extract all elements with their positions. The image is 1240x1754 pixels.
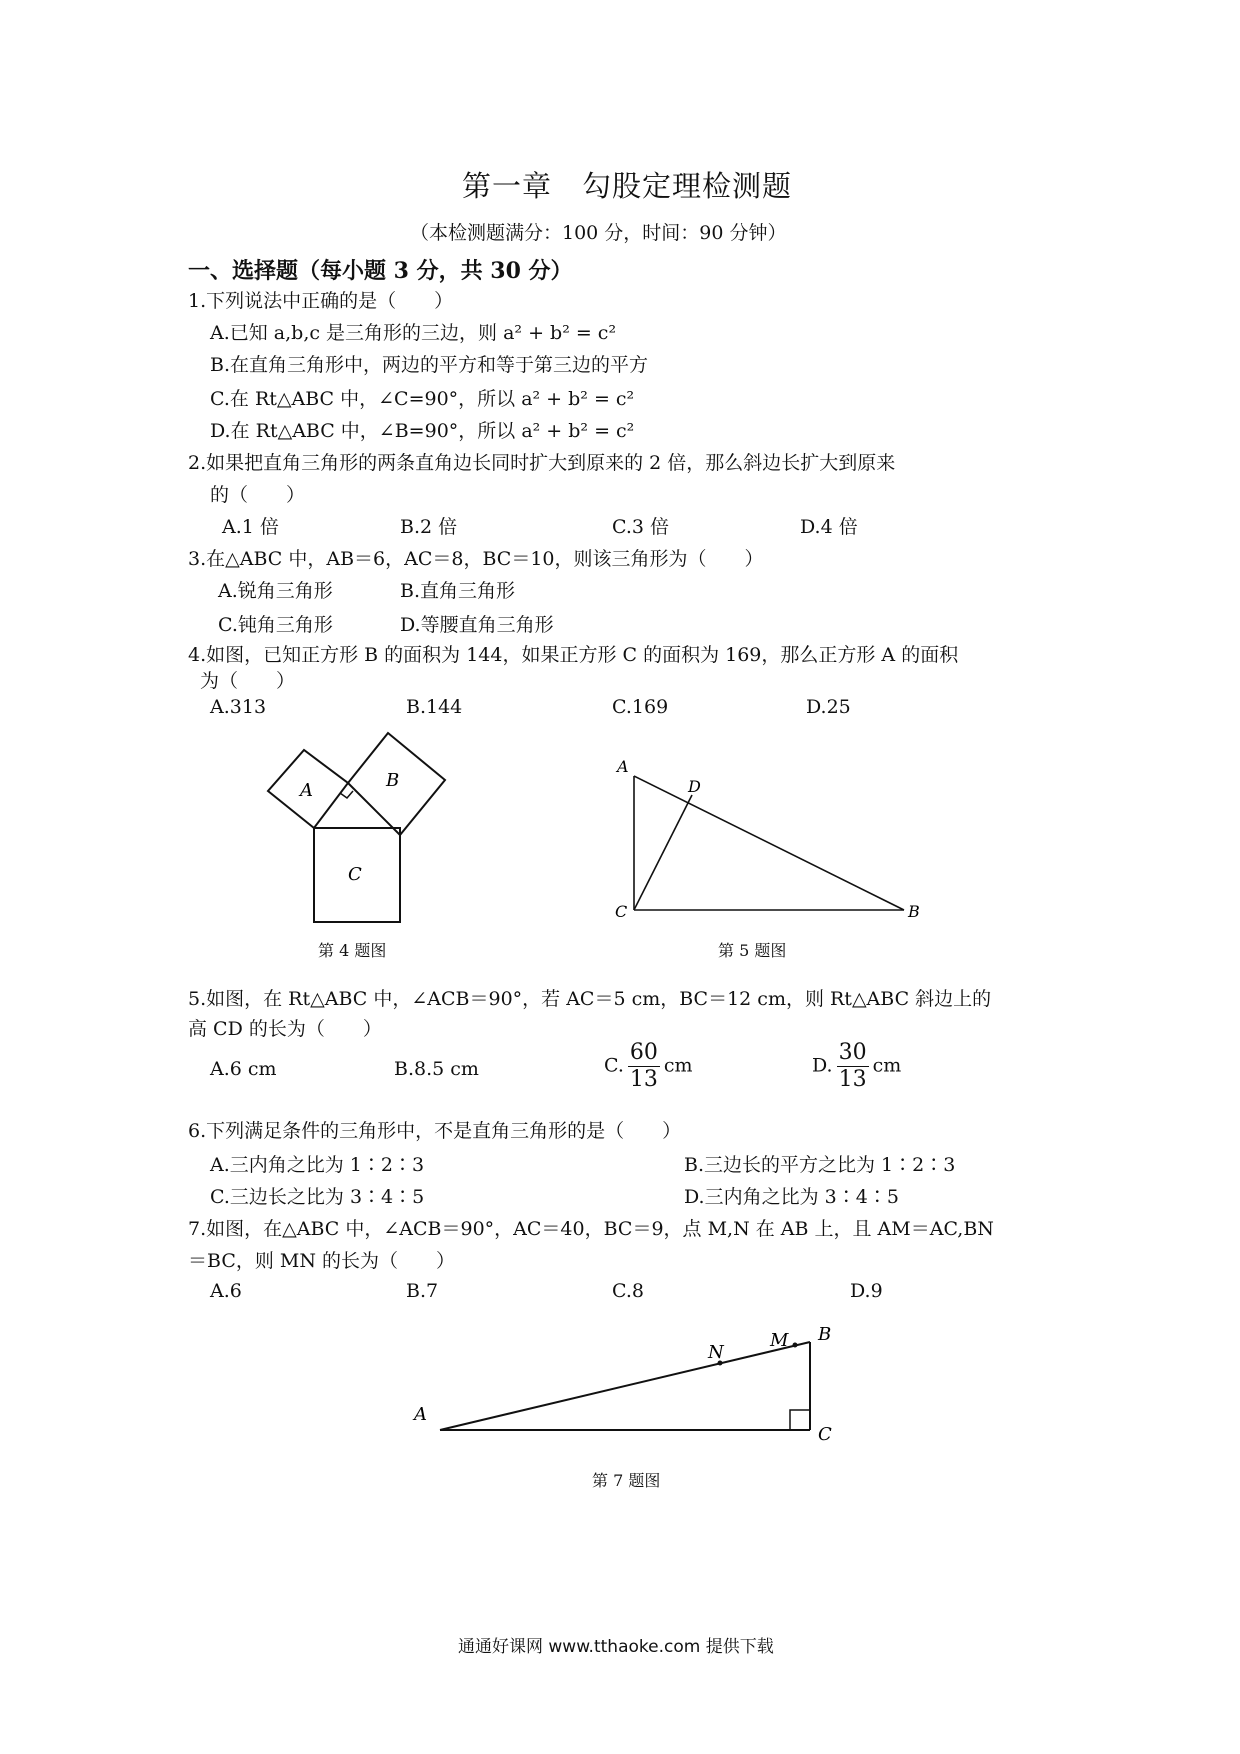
figure-5-caption: 第 5 题图 (718, 941, 787, 960)
question-7-stem-line2: ＝BC，则 MN 的长为（ ） (188, 1250, 456, 1272)
question-2-stem-line2: 的（ ） (210, 484, 306, 506)
point-m-label: M (770, 1330, 789, 1351)
fraction-denominator: 13 (838, 1067, 867, 1092)
question-5-stem-line2: 高 CD 的长为（ ） (188, 1018, 382, 1040)
question-2-option-b: B.2 倍 (400, 516, 458, 538)
fraction-numerator: 30 (838, 1040, 867, 1065)
question-2-option-a: A.1 倍 (222, 516, 279, 538)
point-b-label: B (818, 1324, 832, 1345)
point-a-label: A (617, 757, 629, 776)
figure-7-triangle (410, 1318, 850, 1446)
point-c-label: C (818, 1424, 832, 1445)
question-4-option-a: A.313 (210, 696, 267, 718)
question-1-option-d: D.在 Rt△ABC 中，∠B=90°，所以 a² + b² = c² (210, 420, 635, 442)
point-m (793, 1343, 798, 1348)
point-n-label: N (708, 1342, 724, 1363)
point-a-label: A (414, 1404, 427, 1425)
option-d-unit: cm (872, 1054, 902, 1077)
question-4-stem-line1: 4.如图，已知正方形 B 的面积为 144，如果正方形 C 的面积为 169，那么正方形 A 的面积 (188, 644, 959, 666)
question-3-option-b: B.直角三角形 (400, 580, 516, 602)
question-1-option-c: C.在 Rt△ABC 中，∠C=90°，所以 a² + b² = c² (210, 388, 635, 410)
question-6-option-a: A.三内角之比为 1∶2∶3 (210, 1154, 425, 1176)
page-title: 第一章 勾股定理检测题 (462, 169, 793, 203)
square-b-label: B (386, 770, 400, 791)
question-6-option-d: D.三内角之比为 3∶4∶5 (684, 1186, 899, 1208)
square-a-label: A (300, 780, 313, 801)
question-2-option-d: D.4 倍 (800, 516, 858, 538)
question-7-option-d: D.9 (850, 1280, 883, 1302)
question-5-option-a: A.6 cm (210, 1058, 277, 1080)
question-3-option-d: D.等腰直角三角形 (400, 614, 554, 636)
question-4-stem-line2: 为（ ） (200, 670, 296, 692)
question-6-option-c: C.三边长之比为 3∶4∶5 (210, 1186, 425, 1208)
question-5-option-b: B.8.5 cm (394, 1058, 479, 1080)
question-3-option-c: C.钝角三角形 (218, 614, 333, 636)
point-c-label: C (615, 902, 628, 921)
question-7-option-c: C.8 (612, 1280, 644, 1302)
question-5-option-c (604, 1040, 693, 1093)
question-4-option-d: D.25 (806, 696, 851, 718)
point-b-label: B (908, 902, 920, 921)
question-1-option-a: A.已知 a,b,c 是三角形的三边，则 a² + b² = c² (210, 322, 617, 344)
section-heading-choice: 一、选择题（每小题 3 分，共 30 分） (188, 258, 573, 284)
option-c-unit: cm (663, 1054, 693, 1077)
fraction-denominator: 13 (629, 1067, 658, 1092)
right-angle-mark (790, 1410, 810, 1430)
question-5-stem-line1: 5.如图，在 Rt△ABC 中，∠ACB＝90°，若 AC＝5 cm，BC＝12 cm，则 Rt△ABC 斜边上的 (188, 988, 992, 1010)
question-3-stem: 3.在△ABC 中，AB＝6，AC＝8，BC＝10，则该三角形为（ ） (188, 548, 764, 570)
question-1-option-b: B.在直角三角形中，两边的平方和等于第三边的平方 (210, 354, 649, 376)
point-d-label: D (688, 777, 701, 796)
fraction-30-13 (837, 1040, 869, 1093)
page-subtitle: （本检测题满分：100 分，时间：90 分钟） (410, 222, 787, 244)
question-7-stem-line1: 7.如图，在△ABC 中，∠ACB＝90°，AC＝40，BC＝9，点 M,N 在 AB 上，且 AM＝AC,BN (188, 1218, 994, 1240)
fraction-60-13 (628, 1040, 660, 1093)
figure-4-squares (262, 722, 462, 944)
question-2-stem-line1: 2.如果把直角三角形的两条直角边长同时扩大到原来的 2 倍，那么斜边长扩大到原来 (188, 452, 896, 474)
option-c-prefix: C. (604, 1054, 624, 1077)
figure-5-triangle (612, 752, 926, 930)
question-7-option-a: A.6 (210, 1280, 242, 1302)
square-c-label: C (348, 864, 362, 885)
figure-7-caption: 第 7 题图 (592, 1471, 661, 1490)
footer-source: 通通好课网 www.tthaoke.com 提供下载 (458, 1637, 774, 1657)
question-6-stem: 6.下列满足条件的三角形中，不是直角三角形的是（ ） (188, 1120, 682, 1142)
question-2-option-c: C.3 倍 (612, 516, 670, 538)
figure-4-caption: 第 4 题图 (318, 941, 387, 960)
question-4-option-c: C.169 (612, 696, 669, 718)
option-d-prefix: D. (812, 1054, 833, 1077)
question-6-option-b: B.三边长的平方之比为 1∶2∶3 (684, 1154, 956, 1176)
question-4-option-b: B.144 (406, 696, 463, 718)
question-3-option-a: A.锐角三角形 (218, 580, 333, 602)
question-7-option-b: B.7 (406, 1280, 439, 1302)
question-1-stem: 1.下列说法中正确的是（ ） (188, 290, 454, 312)
question-5-option-d (812, 1040, 901, 1093)
fraction-numerator: 60 (629, 1040, 658, 1065)
